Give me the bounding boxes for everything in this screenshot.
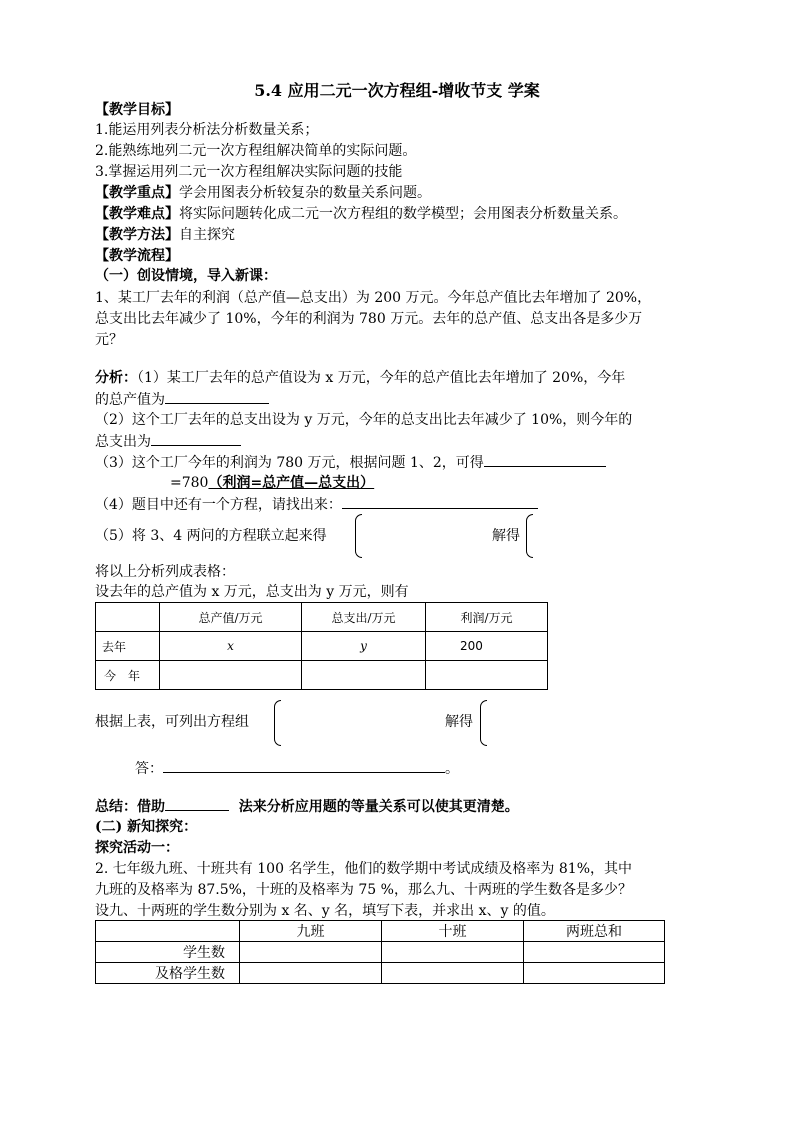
table-header-cell: 总产值/万元 <box>160 603 302 632</box>
problem-2-line: 2. 七年级九班、十班共有 100 名学生，他们的数学期中考试成绩及格率为 81%，其中 <box>95 861 632 877</box>
table-header-cell: 十班 <box>382 921 524 942</box>
answer-blank[interactable] <box>165 389 269 404</box>
section-2-heading: (二) 新知探究： <box>95 819 198 835</box>
table-cell[interactable] <box>240 963 382 984</box>
answer-blank[interactable] <box>163 758 445 773</box>
answer-blank[interactable] <box>165 796 229 811</box>
system-line: 根据上表，可列出方程组 <box>95 714 249 730</box>
answer-line: 答： 。 <box>135 758 459 779</box>
analysis-q2: （2）这个工厂去年的总支出设为 y 万元，今年的总支出比去年减少了 10%，则今年的 <box>95 412 633 428</box>
method <box>95 225 235 245</box>
table-header-row <box>96 921 665 942</box>
left-brace-icon <box>480 700 487 746</box>
table-header-cell: 九班 <box>240 921 382 942</box>
method-text: 自主探究 <box>179 227 235 243</box>
table-row <box>96 963 665 984</box>
table-cell[interactable] <box>382 963 524 984</box>
problem-2-line: 设九、十两班的学生数分别为 x 名、y 名，填写下表，并求出 x、y 的值。 <box>95 903 555 919</box>
problem-1-line: 1、某工厂去年的利润（总产值—总支出）为 200 万元。今年总产值比去年增加了 20%， <box>95 290 652 306</box>
table-cell: 200 <box>426 632 548 661</box>
summary: 总结：借助 法来分析应用题的等量关系可以使其更清楚。 <box>95 796 519 817</box>
table-cell[interactable] <box>382 942 524 963</box>
table-row <box>96 661 548 690</box>
solve-label: 解得 <box>492 528 520 544</box>
table-header-row <box>96 603 548 632</box>
analysis-q3-cont: =780（利润=总产值—总支出） <box>170 475 375 491</box>
answer-blank[interactable] <box>484 452 606 467</box>
key-points <box>95 183 431 203</box>
profit-formula-note: （利润=总产值—总支出） <box>208 475 375 491</box>
table-intro: 将以上分析列成表格： <box>95 564 235 580</box>
left-brace-icon <box>526 514 533 558</box>
activity-heading: 探究活动一： <box>95 840 179 856</box>
analysis-q4: （4）题目中还有一个方程，请找出来： <box>95 494 538 515</box>
table-row <box>96 942 665 963</box>
section-1-heading: （一）创设情境，导入新课： <box>95 268 277 284</box>
left-brace-icon <box>355 514 362 558</box>
table-header-cell: 利润/万元 <box>426 603 548 632</box>
table-intro: 设去年的总产值为 x 万元，总支出为 y 万元，则有 <box>95 584 409 600</box>
goal-item: 2.能熟练地列二元一次方程组解决简单的实际问题。 <box>95 143 417 159</box>
problem-2-line: 九班的及格率为 87.5%，十班的及格率为 75 %，那么九、十两班的学生数各是多少？ <box>95 882 632 898</box>
table-header-cell: 总支出/万元 <box>302 603 426 632</box>
table-cell[interactable] <box>240 942 382 963</box>
analysis-q5: （5）将 3、4 两问的方程联立起来得 <box>95 528 327 544</box>
table-cell[interactable] <box>524 942 665 963</box>
table-cell: 今 年 <box>96 661 160 690</box>
analysis-q2-cont: 总支出为 <box>95 431 241 452</box>
goals-heading: 【教学目标】 <box>95 102 179 118</box>
solve-label: 解得 <box>445 714 473 730</box>
answer-blank[interactable] <box>151 431 241 446</box>
problem-1-line: 总支出比去年减少了 10%，今年的利润为 780 万元。去年的总产值、总支出各是多少万 <box>95 311 643 327</box>
key-text: 学会用图表分析较复杂的数量关系问题。 <box>179 185 431 201</box>
diff-text: 将实际问题转化成二元一次方程组的数学模型；会用图表分析数量关系。 <box>179 206 627 222</box>
table-header-cell <box>96 921 240 942</box>
problem-1-line: 元？ <box>95 332 123 348</box>
flow-heading: 【教学流程】 <box>95 248 179 264</box>
goal-item: 1.能运用列表分析法分析数量关系； <box>95 122 319 138</box>
diff-heading: 【教学难点】 <box>95 206 179 222</box>
method-heading: 【教学方法】 <box>95 227 179 243</box>
difficulties <box>95 204 627 224</box>
page-title: 5.4 应用二元一次方程组-增收节支 学案 <box>254 81 540 100</box>
left-brace-icon <box>274 700 281 746</box>
goal-item: 3.掌握运用列二元一次方程组解决实际问题的技能 <box>95 164 403 180</box>
table-cell: 去年 <box>96 632 160 661</box>
table-header-cell <box>96 603 160 632</box>
table-cell: x <box>160 632 302 661</box>
analysis-q1-cont: 的总产值为 <box>95 389 269 410</box>
key-heading: 【教学重点】 <box>95 185 179 201</box>
analysis-q3: （3）这个工厂今年的利润为 780 万元，根据问题 1、2，可得 <box>95 452 606 473</box>
table-cell[interactable] <box>524 963 665 984</box>
table-header-cell: 两班总和 <box>524 921 665 942</box>
table-cell: 及格学生数 <box>96 963 240 984</box>
answer-blank[interactable] <box>342 494 538 509</box>
table-cell[interactable] <box>302 661 426 690</box>
table-cell[interactable] <box>426 661 548 690</box>
analysis-label: 分析： <box>95 370 137 386</box>
table-cell: 学生数 <box>96 942 240 963</box>
table-row <box>96 632 548 661</box>
profit-table <box>95 602 548 690</box>
table-cell[interactable] <box>160 661 302 690</box>
analysis-q1: 分析：（1）某工厂去年的总产值设为 x 万元，今年的总产值比去年增加了 20%，今年 <box>95 370 626 386</box>
table-cell: y <box>302 632 426 661</box>
students-table <box>95 920 665 984</box>
